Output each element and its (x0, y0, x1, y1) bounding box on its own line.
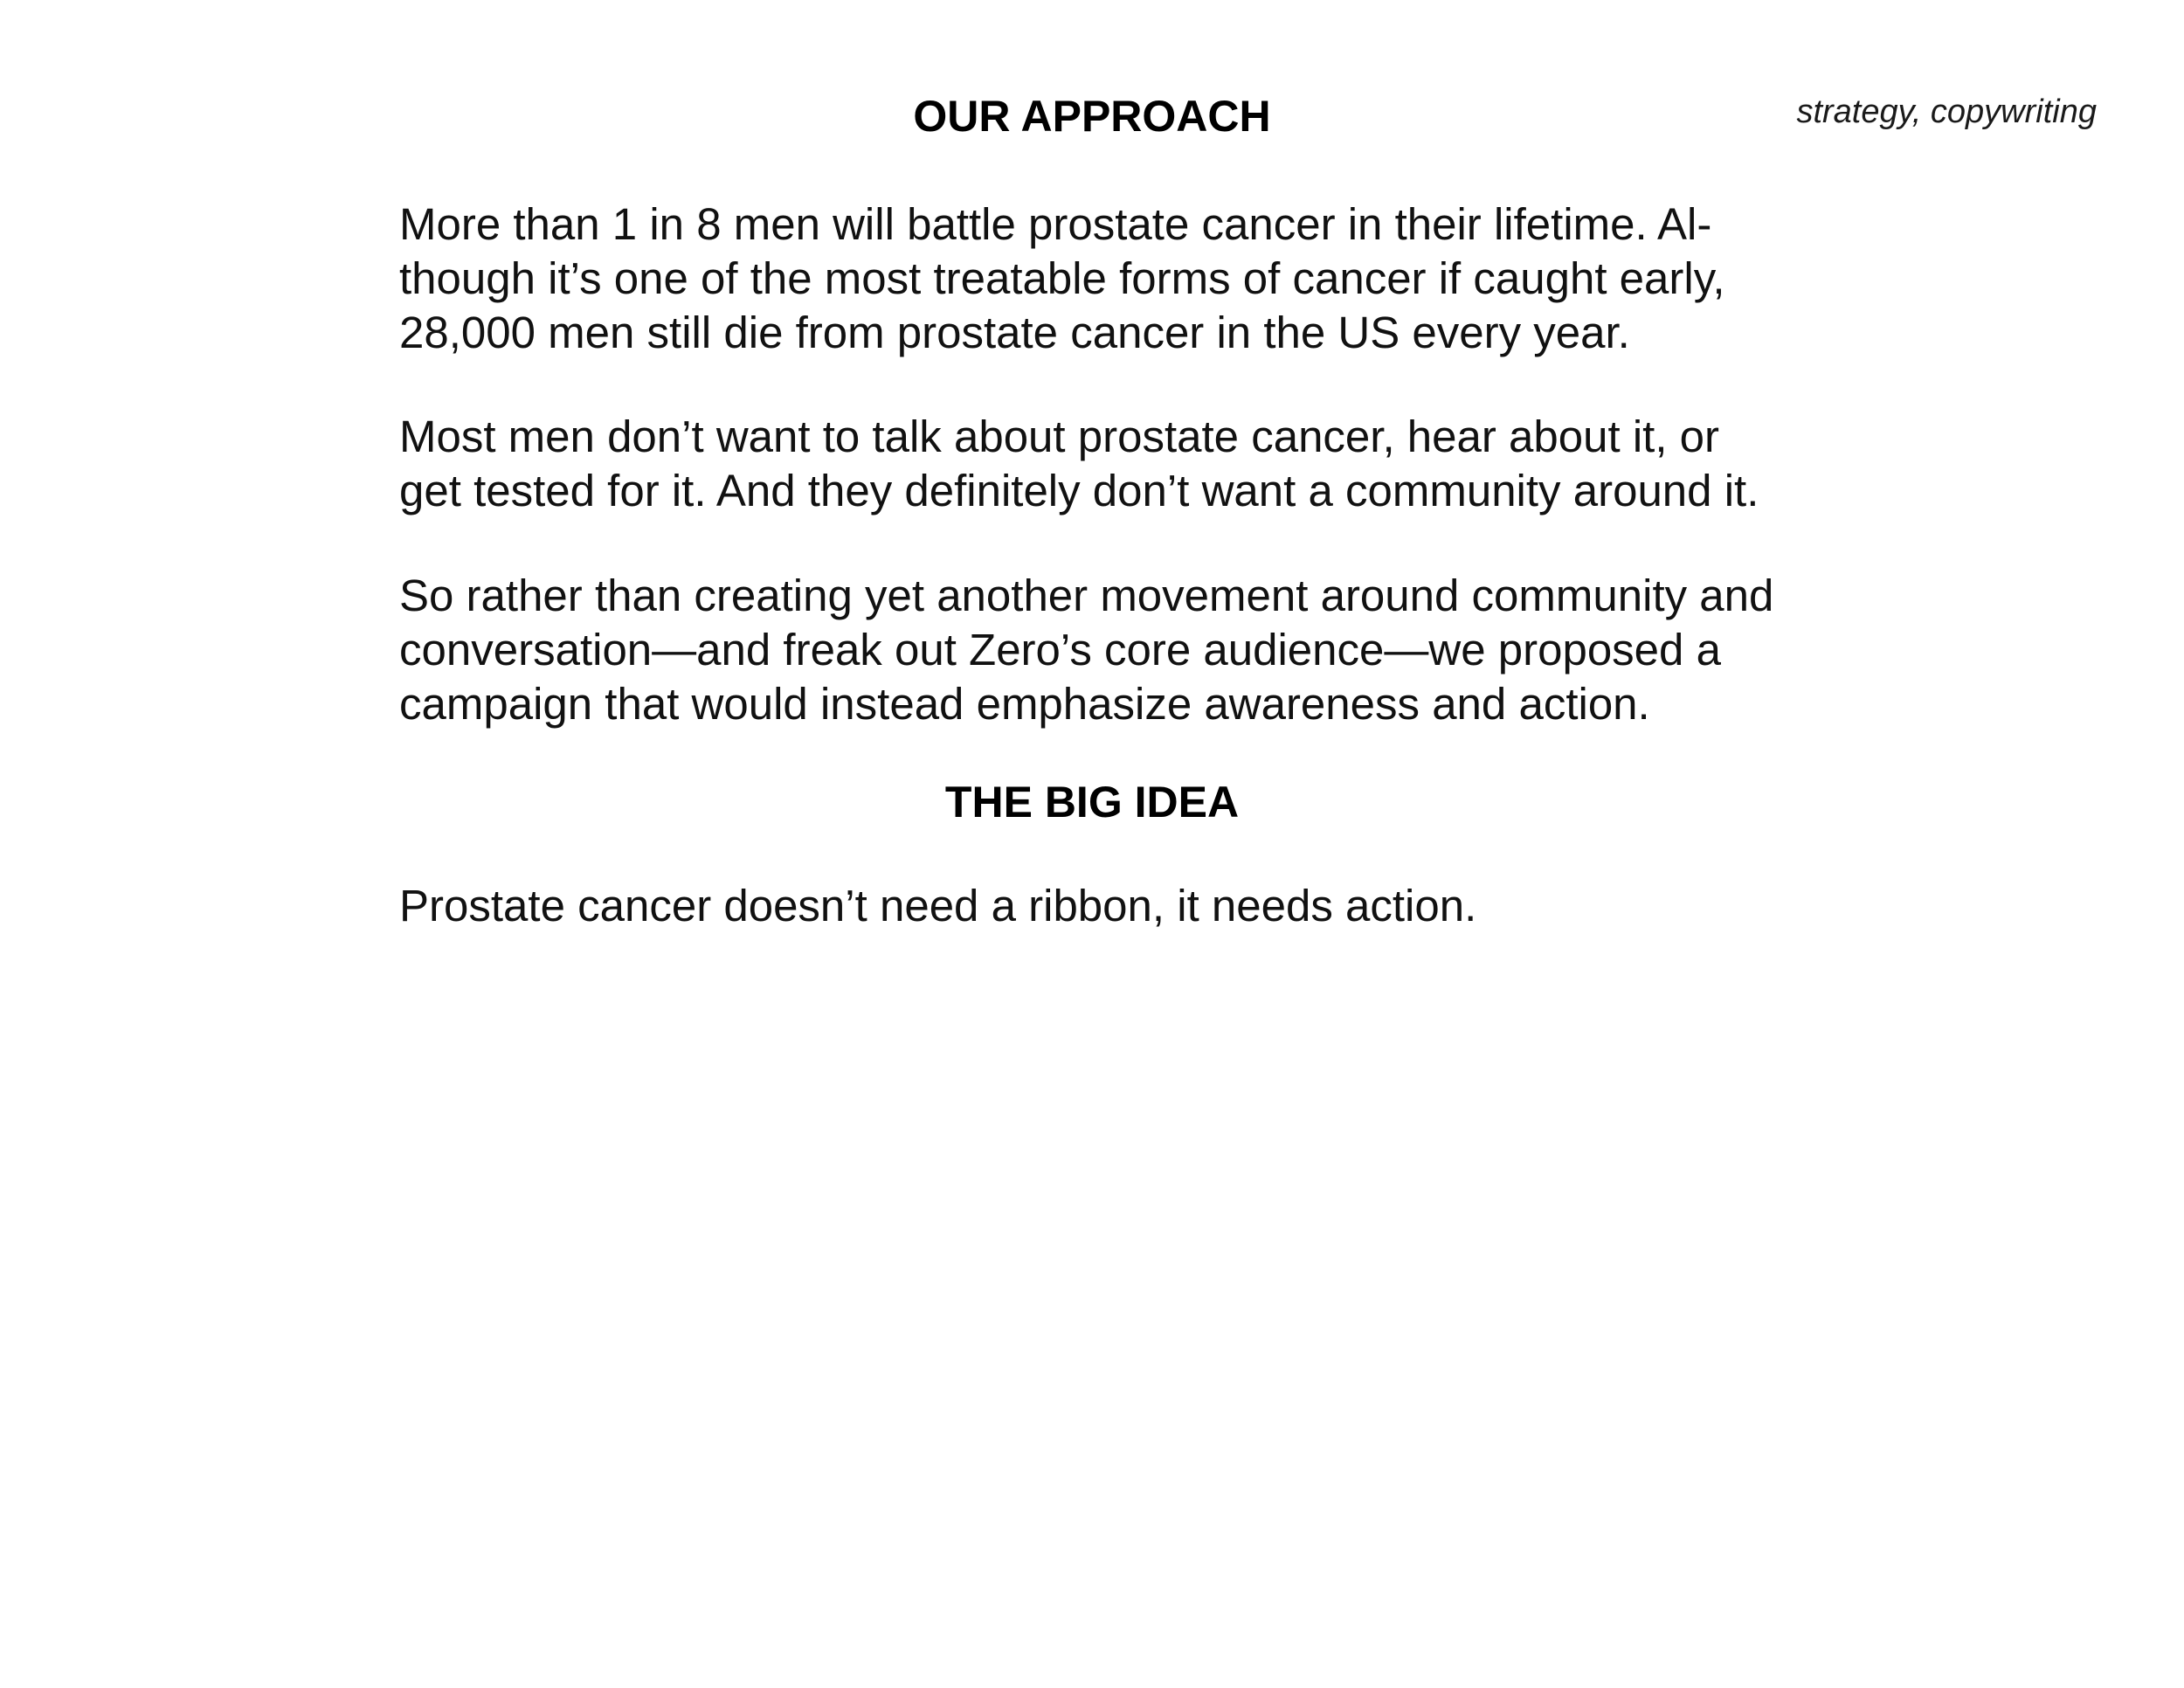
big-idea-text (399, 879, 1797, 933)
paragraph-line: 28,000 men still die from prostate cancer in the US every year. (399, 308, 1630, 357)
paragraph-line: More than 1 in 8 men will battle prostate cancer in their lifetime. Al- (399, 199, 1712, 249)
paragraph-line: conversation—and freak out Zero’s core audience—we proposed a (399, 625, 1721, 675)
approach-paragraph-3 (399, 569, 1797, 731)
paragraph-line: campaign that would instead emphasize awareness and action. (399, 679, 1650, 729)
approach-paragraph-2 (399, 410, 1797, 518)
paragraph-line: So rather than creating yet another movement around community and (399, 571, 1774, 620)
approach-paragraph-1 (399, 197, 1797, 360)
paragraph-line: get tested for it. And they definitely don’t want a community around it. (399, 466, 1759, 515)
paragraph-line: Most men don’t want to talk about prostate cancer, hear about it, or (399, 412, 1720, 461)
big-idea-heading: THE BIG IDEA (944, 778, 1240, 827)
paragraph-line: though it’s one of the most treatable forms of cancer if caught early, (399, 253, 1725, 303)
discipline-tag: strategy, copywriting (1796, 93, 2097, 130)
approach-heading: OUR APPROACH (913, 92, 1271, 141)
paragraph-line: Prostate cancer doesn’t need a ribbon, it needs action. (399, 881, 1477, 930)
